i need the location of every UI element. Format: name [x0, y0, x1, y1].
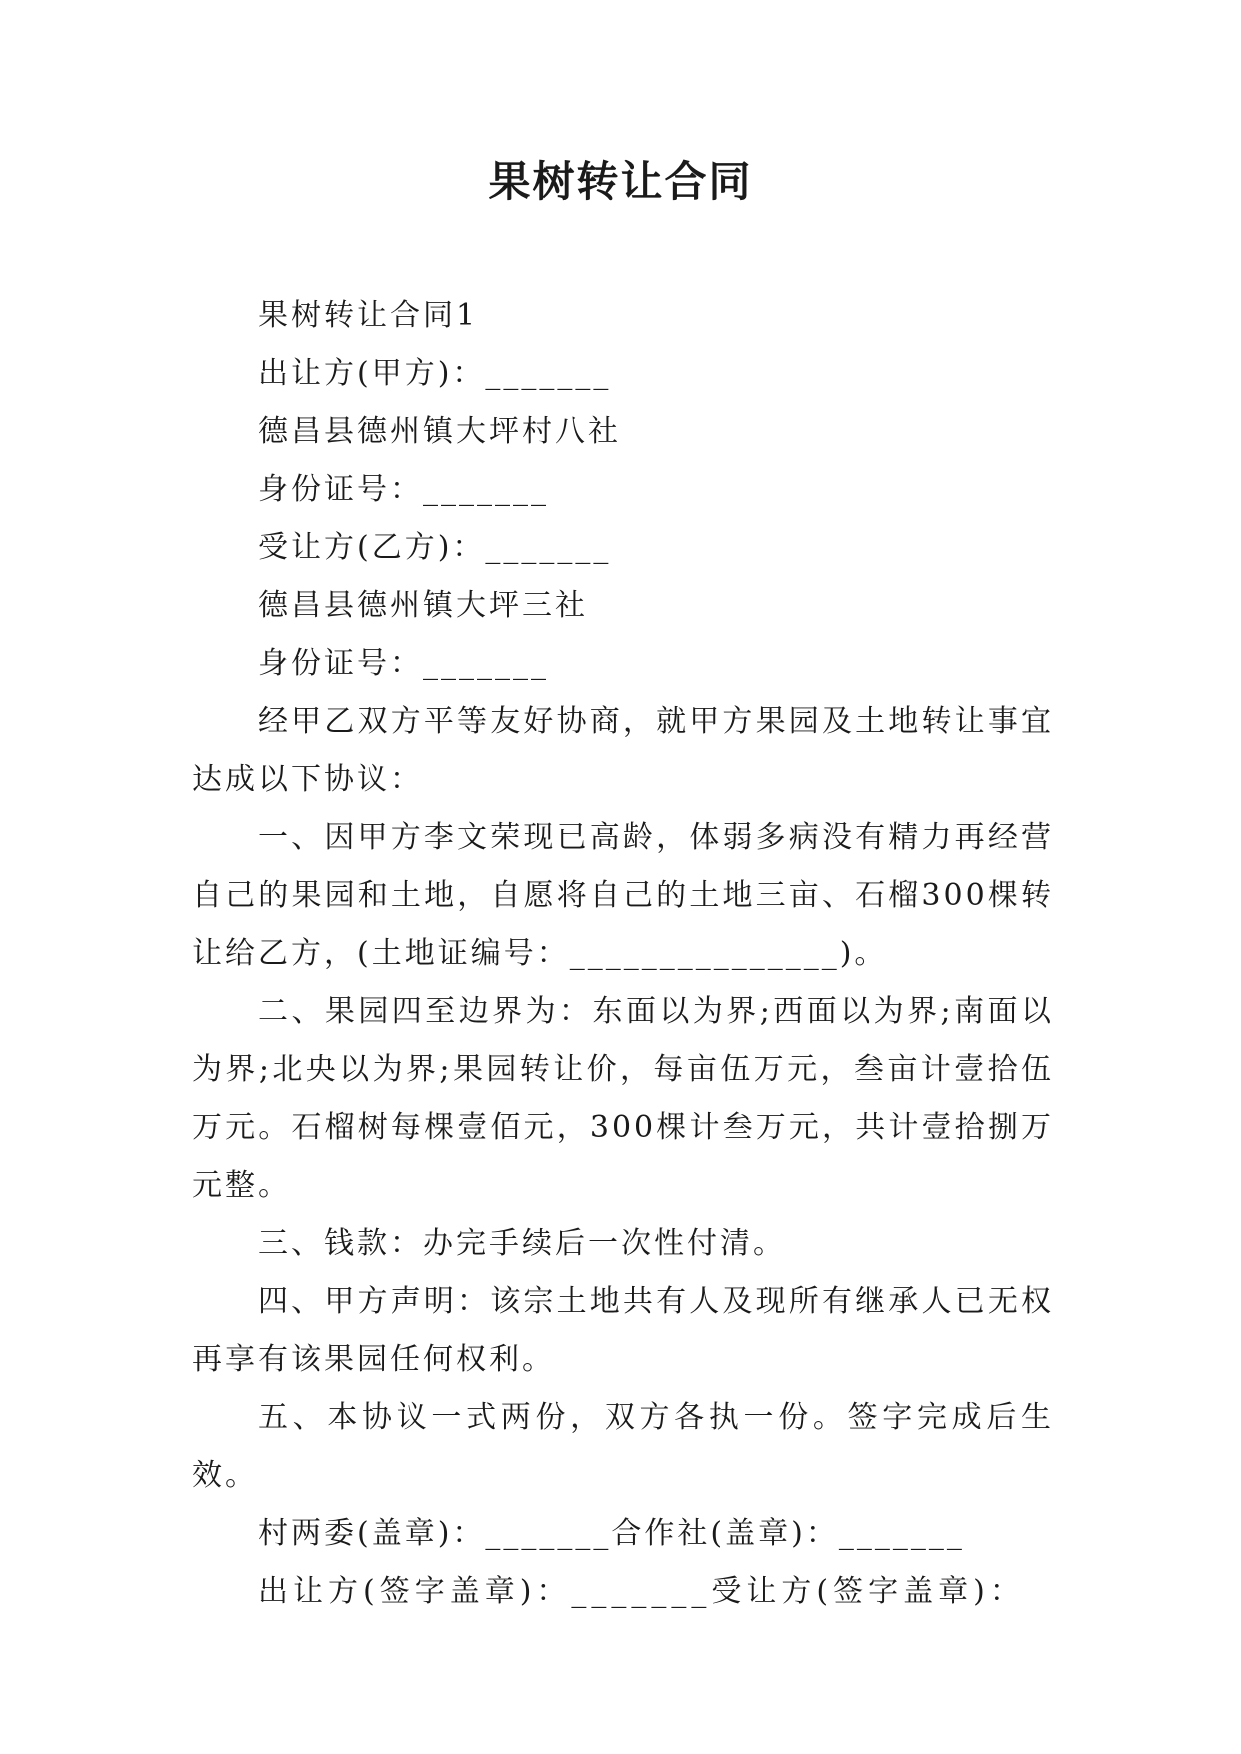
document-body [192, 287, 1054, 1621]
paragraph-transferor-id: 身份证号：_______ [258, 472, 549, 507]
paragraph-transferor: 出让方(甲方)：_______ [258, 356, 612, 391]
paragraph-clause-5: 五、本协议一式两份，双方各执一份。签字完成后生效。 [192, 1400, 1054, 1493]
paragraph-subtitle: 果树转让合同1 [258, 298, 479, 333]
paragraph-clause-2: 二、果园四至边界为：东面以为界;西面以为界;南面以为界;北央以为界;果园转让价，每亩伍万元，叁亩计壹拾伍万元。石榴树每棵壹佰元，300棵计叁万元，共计壹拾捌万元整。 [192, 994, 1054, 1203]
paragraph-clause-3: 三、钱款：办完手续后一次性付清。 [258, 1226, 786, 1261]
paragraph-transferor-address: 德昌县德州镇大坪村八社 [258, 414, 621, 449]
paragraph-transferee-id: 身份证号：_______ [258, 646, 549, 681]
document-title: 果树转让合同 [488, 157, 753, 206]
paragraph-seals: 村两委(盖章)：_______合作社(盖章)：_______ [258, 1516, 965, 1551]
paragraph-clause-1: 一、因甲方李文荣现已高龄，体弱多病没有精力再经营自己的果园和土地，自愿将自己的土地三亩、石榴300棵转让给乙方，(土地证编号：_______________)。 [192, 820, 1054, 971]
paragraph-clause-4: 四、甲方声明：该宗土地共有人及现所有继承人已无权再享有该果园任何权利。 [192, 1284, 1054, 1377]
paragraph-transferee-address: 德昌县德州镇大坪三社 [258, 588, 588, 623]
paragraph-preamble: 经甲乙双方平等友好协商，就甲方果园及土地转让事宜达成以下协议： [192, 704, 1054, 797]
paragraph-transferee: 受让方(乙方)：_______ [258, 530, 612, 565]
paragraph-signatures: 出让方(签字盖章)：_______受让方(签字盖章)： [258, 1574, 1025, 1609]
